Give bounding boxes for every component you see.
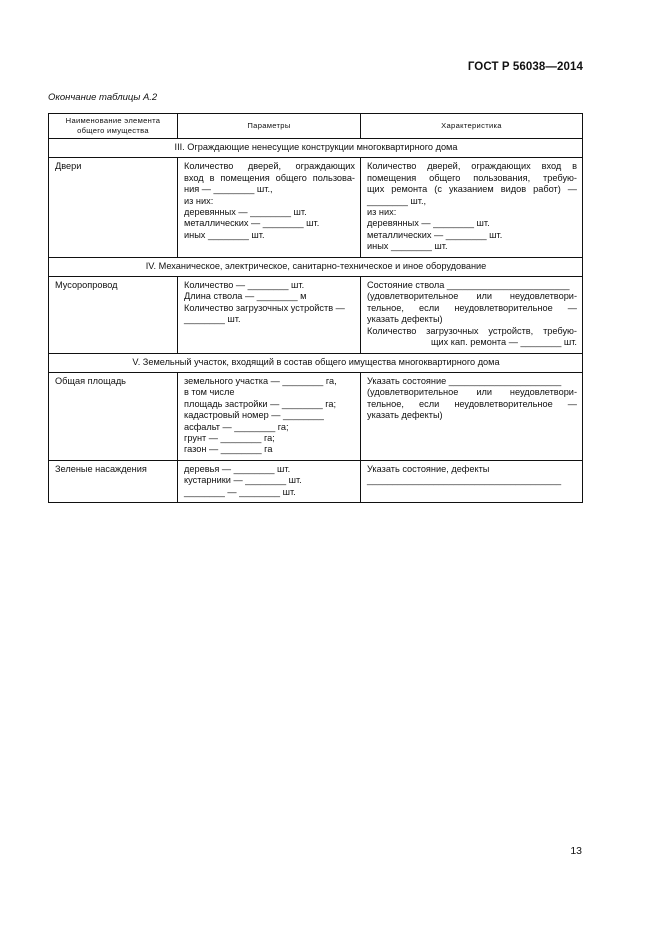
characteristic-cell: [361, 158, 583, 257]
cell-line: Количество загрузочных устройств, требую-: [367, 325, 577, 336]
section-title: IV. Механическое, электрическое, санитарно-техническое и иное оборудование: [49, 257, 583, 276]
cell-line: кадастровый номер — ________: [184, 410, 324, 421]
cell-line: Количество — ________ шт.: [184, 280, 305, 291]
cell-line: указать дефекты): [367, 314, 443, 325]
cell-line: деревянных — ________ шт.: [184, 207, 307, 218]
cell-line: иных ________ шт.: [184, 229, 265, 240]
cell-line: ______________________________________: [367, 475, 562, 486]
cell-line: земельного участка — ________ га,: [184, 375, 337, 386]
cell-line: из них:: [184, 195, 214, 206]
cell-line: иных ________ шт.: [367, 241, 448, 252]
cell-line: газон — ________ га: [184, 444, 273, 455]
parameters-cell: [178, 158, 361, 257]
table-row: [49, 372, 583, 460]
element-name: Зеленые насаждения: [49, 460, 178, 502]
table-row: [49, 277, 583, 353]
cell-line: Состояние ствола ________________________: [367, 280, 570, 291]
parameters-cell: [178, 277, 361, 353]
cell-line: тельное, если неудовлетворительное —: [367, 398, 577, 409]
cell-line: Количество дверей, ограждающих вход в: [367, 161, 577, 172]
cell-line: кустарники — ________ шт.: [184, 475, 302, 486]
cell-line: ________ шт.,: [367, 195, 427, 206]
section-row: [49, 139, 583, 158]
common-property-table: [48, 113, 583, 503]
section-title: V. Земельный участок, входящий в состав общего имущества многоквартирного дома: [49, 353, 583, 372]
column-header-characteristic: Характеристика: [361, 114, 583, 139]
table-row: [49, 460, 583, 502]
cell-line: металлических — ________ шт.: [367, 229, 503, 240]
element-name: Двери: [49, 158, 178, 257]
cell-line: помещения общего пользования, требую-: [367, 172, 577, 183]
cell-line: указать дефекты): [367, 410, 443, 421]
page-number: 13: [570, 845, 582, 857]
document-code: ГОСТ Р 56038—2014: [467, 61, 583, 73]
cell-line: площадь застройки — ________ га;: [184, 398, 337, 409]
cell-line: Количество дверей, ограждающих: [184, 161, 355, 172]
cell-line: вход в помещения общего пользова-: [184, 172, 355, 183]
cell-line: в том числе: [184, 387, 235, 398]
table-header-row: [49, 114, 583, 139]
cell-line: асфальт — ________ га;: [184, 421, 289, 432]
parameters-cell: [178, 372, 361, 460]
cell-line: ния — ________ шт.,: [184, 184, 273, 195]
element-name: Мусоропровод: [49, 277, 178, 353]
cell-line: Длина ствола — ________ м: [184, 291, 307, 302]
cell-line: щих кап. ремонта — ________ шт.: [430, 337, 577, 348]
cell-line: металлических — ________ шт.: [184, 218, 320, 229]
section-row: [49, 353, 583, 372]
column-header-parameters: Параметры: [178, 114, 361, 139]
characteristic-cell: [361, 277, 583, 353]
section-row: [49, 257, 583, 276]
section-title: III. Ограждающие ненесущие конструкции многоквартирного дома: [49, 139, 583, 158]
cell-line: Указать состояние, дефекты: [367, 463, 490, 474]
cell-line: деревянных — ________ шт.: [367, 218, 490, 229]
cell-line: (удовлетворительное или неудовлетвори-: [367, 387, 577, 398]
column-header-element: Наименование элемента общего имущества: [49, 114, 178, 139]
characteristic-cell: [361, 372, 583, 460]
cell-line: грунт — ________ га;: [184, 432, 275, 443]
cell-line: щих ремонта (с указанием видов работ) —: [367, 184, 577, 195]
cell-line: деревья — ________ шт.: [184, 463, 291, 474]
element-name: Общая площадь: [49, 372, 178, 460]
cell-line: Указать состояние ______________________: [367, 375, 562, 386]
parameters-cell: [178, 460, 361, 502]
cell-line: ________ — ________ шт.: [184, 486, 296, 497]
cell-line: из них:: [367, 207, 397, 218]
table-caption: Окончание таблицы А.2: [48, 92, 158, 103]
cell-line: Количество загрузочных устройств —: [184, 302, 345, 313]
cell-line: тельное, если неудовлетворительное —: [367, 302, 577, 313]
table-row: [49, 158, 583, 257]
cell-line: ________ шт.: [184, 314, 241, 325]
cell-line: (удовлетворительное или неудовлетвори-: [367, 291, 577, 302]
characteristic-cell: [361, 460, 583, 502]
